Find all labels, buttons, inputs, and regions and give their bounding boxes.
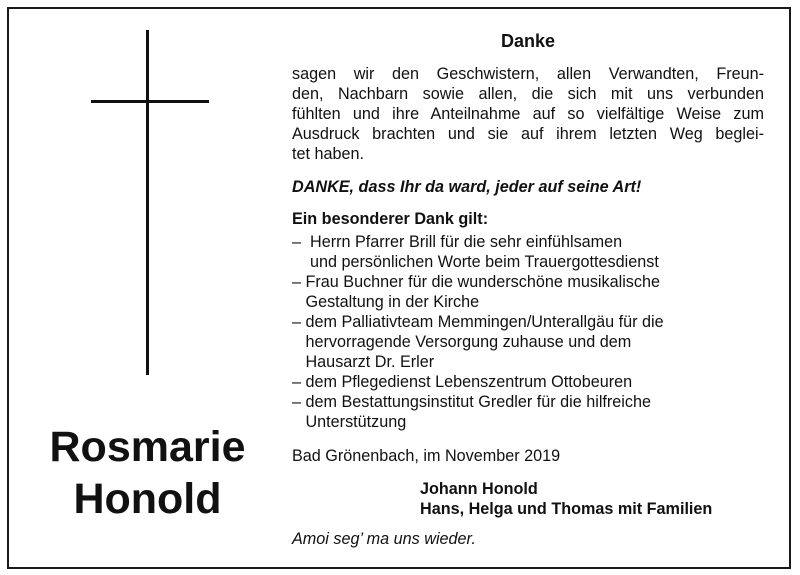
signer-line: Johann Honold [420, 480, 538, 498]
list-item: hervorragende Versorgung zuhause und dem [292, 333, 632, 351]
deceased-first-name: Rosmarie [49, 423, 246, 471]
paragraph-line: sagen wir den Geschwistern, allen Verwandten, Freun- [292, 65, 764, 83]
signers [420, 479, 712, 519]
special-thanks-heading: Ein besonderer Dank gilt: [292, 210, 489, 228]
cross-vertical-bar [146, 30, 149, 375]
closing-line: Amoi seg’ ma uns wieder. [292, 530, 476, 548]
special-thanks-list [292, 232, 664, 432]
thanks-paragraph [292, 64, 764, 164]
paragraph-line: fühlten und ihre Anteilnahme auf so vielfältige Weise zum [292, 105, 764, 123]
signer-line: Hans, Helga und Thomas mit Familien [420, 500, 713, 518]
list-item: Unterstützung [292, 413, 407, 431]
cross-horizontal-bar [91, 100, 209, 103]
thanks-heading: Danke [500, 31, 556, 51]
list-item: und persönlichen Worte beim Trauergottesdienst [292, 253, 659, 271]
danke-line: DANKE, dass Ihr da ward, jeder auf seine Art! [292, 178, 642, 196]
list-item: – dem Palliativteam Memmingen/Unterallgäu für die [292, 313, 664, 331]
paragraph-line: tet haben. [292, 145, 365, 163]
list-item: – Herrn Pfarrer Brill für die sehr einfühlsamen [292, 233, 623, 251]
paragraph-line: Ausdruck brachten und sie auf ihrem letzten Weg beglei- [292, 125, 764, 143]
list-item: Hausarzt Dr. Erler [292, 353, 435, 371]
list-item: – Frau Buchner für die wunderschöne musikalische [292, 273, 661, 291]
list-item: – dem Bestattungsinstitut Gredler für die hilfreiche [292, 393, 652, 411]
paragraph-line: den, Nachbarn sowie allen, die sich mit uns verbunden [292, 85, 764, 103]
deceased-last-name: Honold [73, 475, 222, 523]
place-date: Bad Grönenbach, im November 2019 [292, 447, 561, 465]
list-item: Gestaltung in der Kirche [292, 293, 480, 311]
list-item: – dem Pflegedienst Lebenszentrum Ottobeuren [292, 373, 633, 391]
